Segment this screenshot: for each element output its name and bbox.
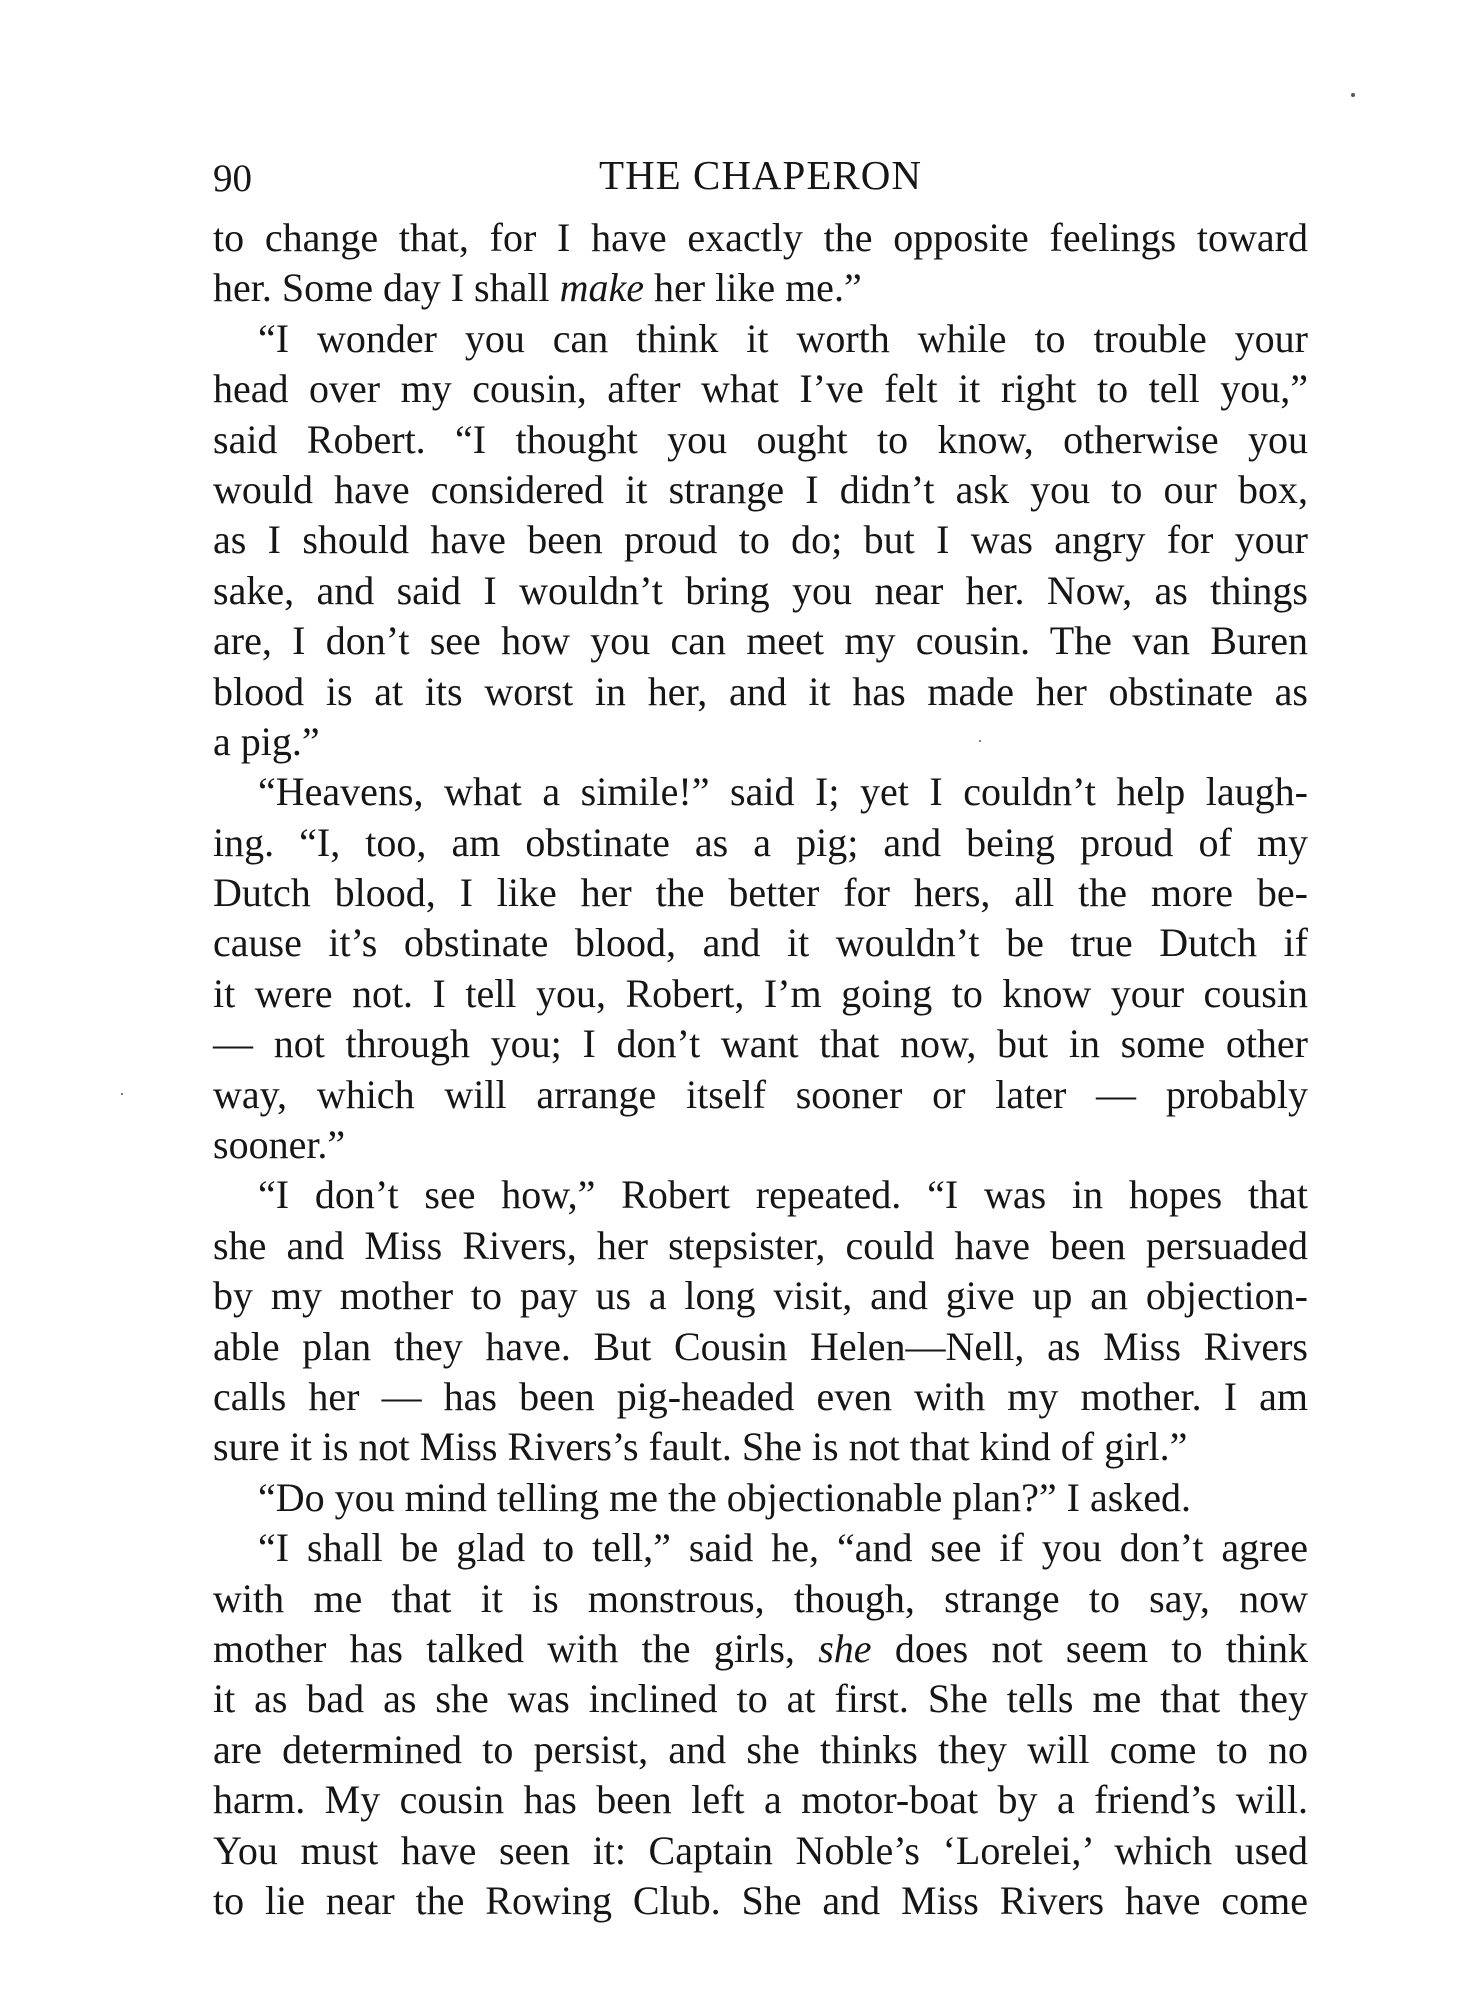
emphasis: make xyxy=(559,265,645,311)
text-line: calls her — has been pig-headed even with my mother. I am xyxy=(213,1373,1308,1419)
text-line: are determined to persist, and she thinks they will come to no xyxy=(213,1726,1308,1772)
text-line: she and Miss Rivers, her stepsister, could have been persuaded xyxy=(213,1222,1308,1268)
text-line: said Robert. “I thought you ought to know, otherwise you xyxy=(213,416,1308,462)
text-line: harm. My cousin has been left a motor-boat by a friend’s will. xyxy=(213,1777,1308,1823)
text-line: to change that, for I have exactly the opposite feelings toward xyxy=(213,215,1308,260)
text-line: ing. “I, too, am obstinate as a pig; and being proud of my xyxy=(213,819,1308,865)
text-line: sure it is not Miss Rivers’s fault. She is not that kind of girl.” xyxy=(213,1424,1188,1470)
scan-speck xyxy=(1351,93,1355,97)
running-head xyxy=(213,150,1308,212)
body-text xyxy=(213,213,1308,1926)
emphasis: she xyxy=(818,1625,872,1671)
text-line: “I shall be glad to tell,” said he, “and see if you don’t agree xyxy=(258,1525,1308,1571)
running-title: THE CHAPERON xyxy=(599,152,922,198)
text-line: would have considered it strange I didn’t ask you to our box, xyxy=(213,466,1308,512)
scan-speck xyxy=(121,1093,123,1095)
text-line: a pig.” xyxy=(213,718,320,764)
text-line: “I don’t see how,” Robert repeated. “I was in hopes that xyxy=(258,1172,1308,1218)
text-line: “Heavens, what a simile!” said I; yet I couldn’t help laugh- xyxy=(258,769,1308,815)
text-line: way, which will arrange itself sooner or later — probably xyxy=(213,1071,1308,1117)
text-line: as I should have been proud to do; but I was angry for your xyxy=(213,517,1308,563)
text-line: sake, and said I wouldn’t bring you near her. Now, as things xyxy=(213,567,1308,613)
page-number: 90 xyxy=(213,157,252,200)
text-line: sooner.” xyxy=(213,1122,346,1168)
text-line: to lie near the Rowing Club. She and Miss Rivers have come xyxy=(213,1877,1308,1923)
text-line: her. Some day I shall make her like me.” xyxy=(213,265,862,311)
text-line: are, I don’t see how you can meet my cousin. The van Buren xyxy=(213,618,1308,664)
text-line: with me that it is monstrous, though, strange to say, now xyxy=(213,1575,1308,1621)
text-line: cause it’s obstinate blood, and it wouldn’t be true Dutch if xyxy=(213,920,1308,966)
scan-speck xyxy=(979,740,981,742)
text-line: blood is at its worst in her, and it has made her obstinate as xyxy=(213,668,1308,714)
text-line: — not through you; I don’t want that now, but in some other xyxy=(213,1021,1308,1067)
text-line: able plan they have. But Cousin Helen—Nell, as Miss Rivers xyxy=(213,1323,1308,1369)
text-line: Dutch blood, I like her the better for hers, all the more be- xyxy=(213,870,1308,916)
text-line: head over my cousin, after what I’ve felt it right to tell you,” xyxy=(213,366,1308,412)
text-line: by my mother to pay us a long visit, and give up an objection- xyxy=(213,1273,1308,1319)
text-line: it as bad as she was inclined to at first. She tells me that they xyxy=(213,1676,1308,1722)
text-line: “I wonder you can think it worth while to trouble your xyxy=(258,315,1308,361)
text-line: You must have seen it: Captain Noble’s ‘Lorelei,’ which used xyxy=(213,1827,1308,1873)
text-line: “Do you mind telling me the objectionable plan?” I asked. xyxy=(258,1474,1192,1520)
text-line: mother has talked with the girls, she does not seem to think xyxy=(213,1625,1309,1671)
text-line: it were not. I tell you, Robert, I’m going to know your cousin xyxy=(213,970,1308,1016)
